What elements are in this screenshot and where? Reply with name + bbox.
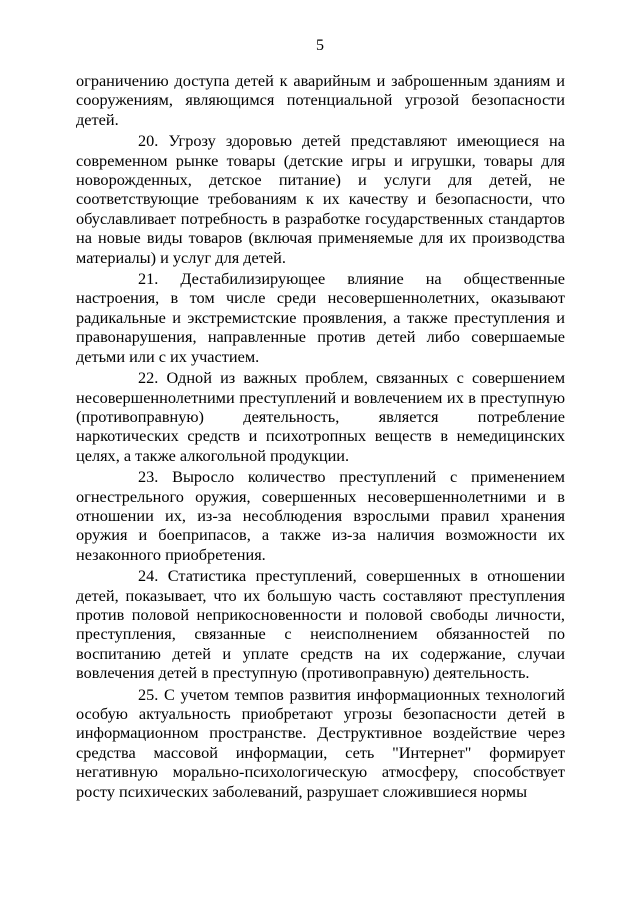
paragraph-20: 20. Угрозу здоровью детей представляют имеющиеся на современном рынке товары (детские игры и игрушки, товары для новорожденных, детское питание) и услуги для детей, не соответствующие требованиям к их качеству и безопасности, что обуславливает потребность в разработке государственных стандартов на новые виды товаров (включая применяемые для их производства материалы) и услуг для детей. [76, 131, 565, 267]
paragraph-25: 25. С учетом темпов развития информационных технологий особую актуальность приобретают угрозы безопасности детей в информационном пространстве. Деструктивное воздействие через средства массовой информации, сеть "Интернет" формирует негативную морально-психологическую атмосферу, способствует росту психических заболеваний, разрушает сложившиеся нормы [76, 684, 565, 801]
paragraph-19-continuation: ограничению доступа детей к аварийным и заброшенным зданиям и сооружениям, являющимся потенциальной угрозой безопасности детей. [76, 71, 565, 129]
paragraph-23: 23. Выросло количество преступлений с применением огнестрельного оружия, совершенных несовершеннолетними и в отношении их, из-за несоблюдения взрослыми правил хранения оружия и боеприпасов, а также из-за наличия возможности их незаконного приобретения. [76, 467, 565, 564]
document-body [76, 71, 565, 803]
page-number: 5 [316, 37, 324, 54]
paragraph-22: 22. Одной из важных проблем, связанных с совершением несовершеннолетними преступлений и вовлечением их в преступную (противоправную) деятельность, является потребление наркотических средств и психотропных веществ в немедицинских целях, а также алкогольной продукции. [76, 368, 565, 465]
paragraph-21: 21. Дестабилизирующее влияние на общественные настроения, в том числе среди несовершеннолетних, оказывают радикальные и экстремистские проявления, а также преступления и правонарушения, направленные против детей либо совершаемые детьми или с их участием. [76, 269, 565, 366]
paragraph-24: 24. Статистика преступлений, совершенных в отношении детей, показывает, что их большую часть составляют преступления против половой неприкосновенности и половой свободы личности, преступления, связанные с неисполнением обязанностей по воспитанию детей и уплате средств на их содержание, случаи вовлечения детей в преступную (противоправную) деятельность. [76, 566, 565, 683]
